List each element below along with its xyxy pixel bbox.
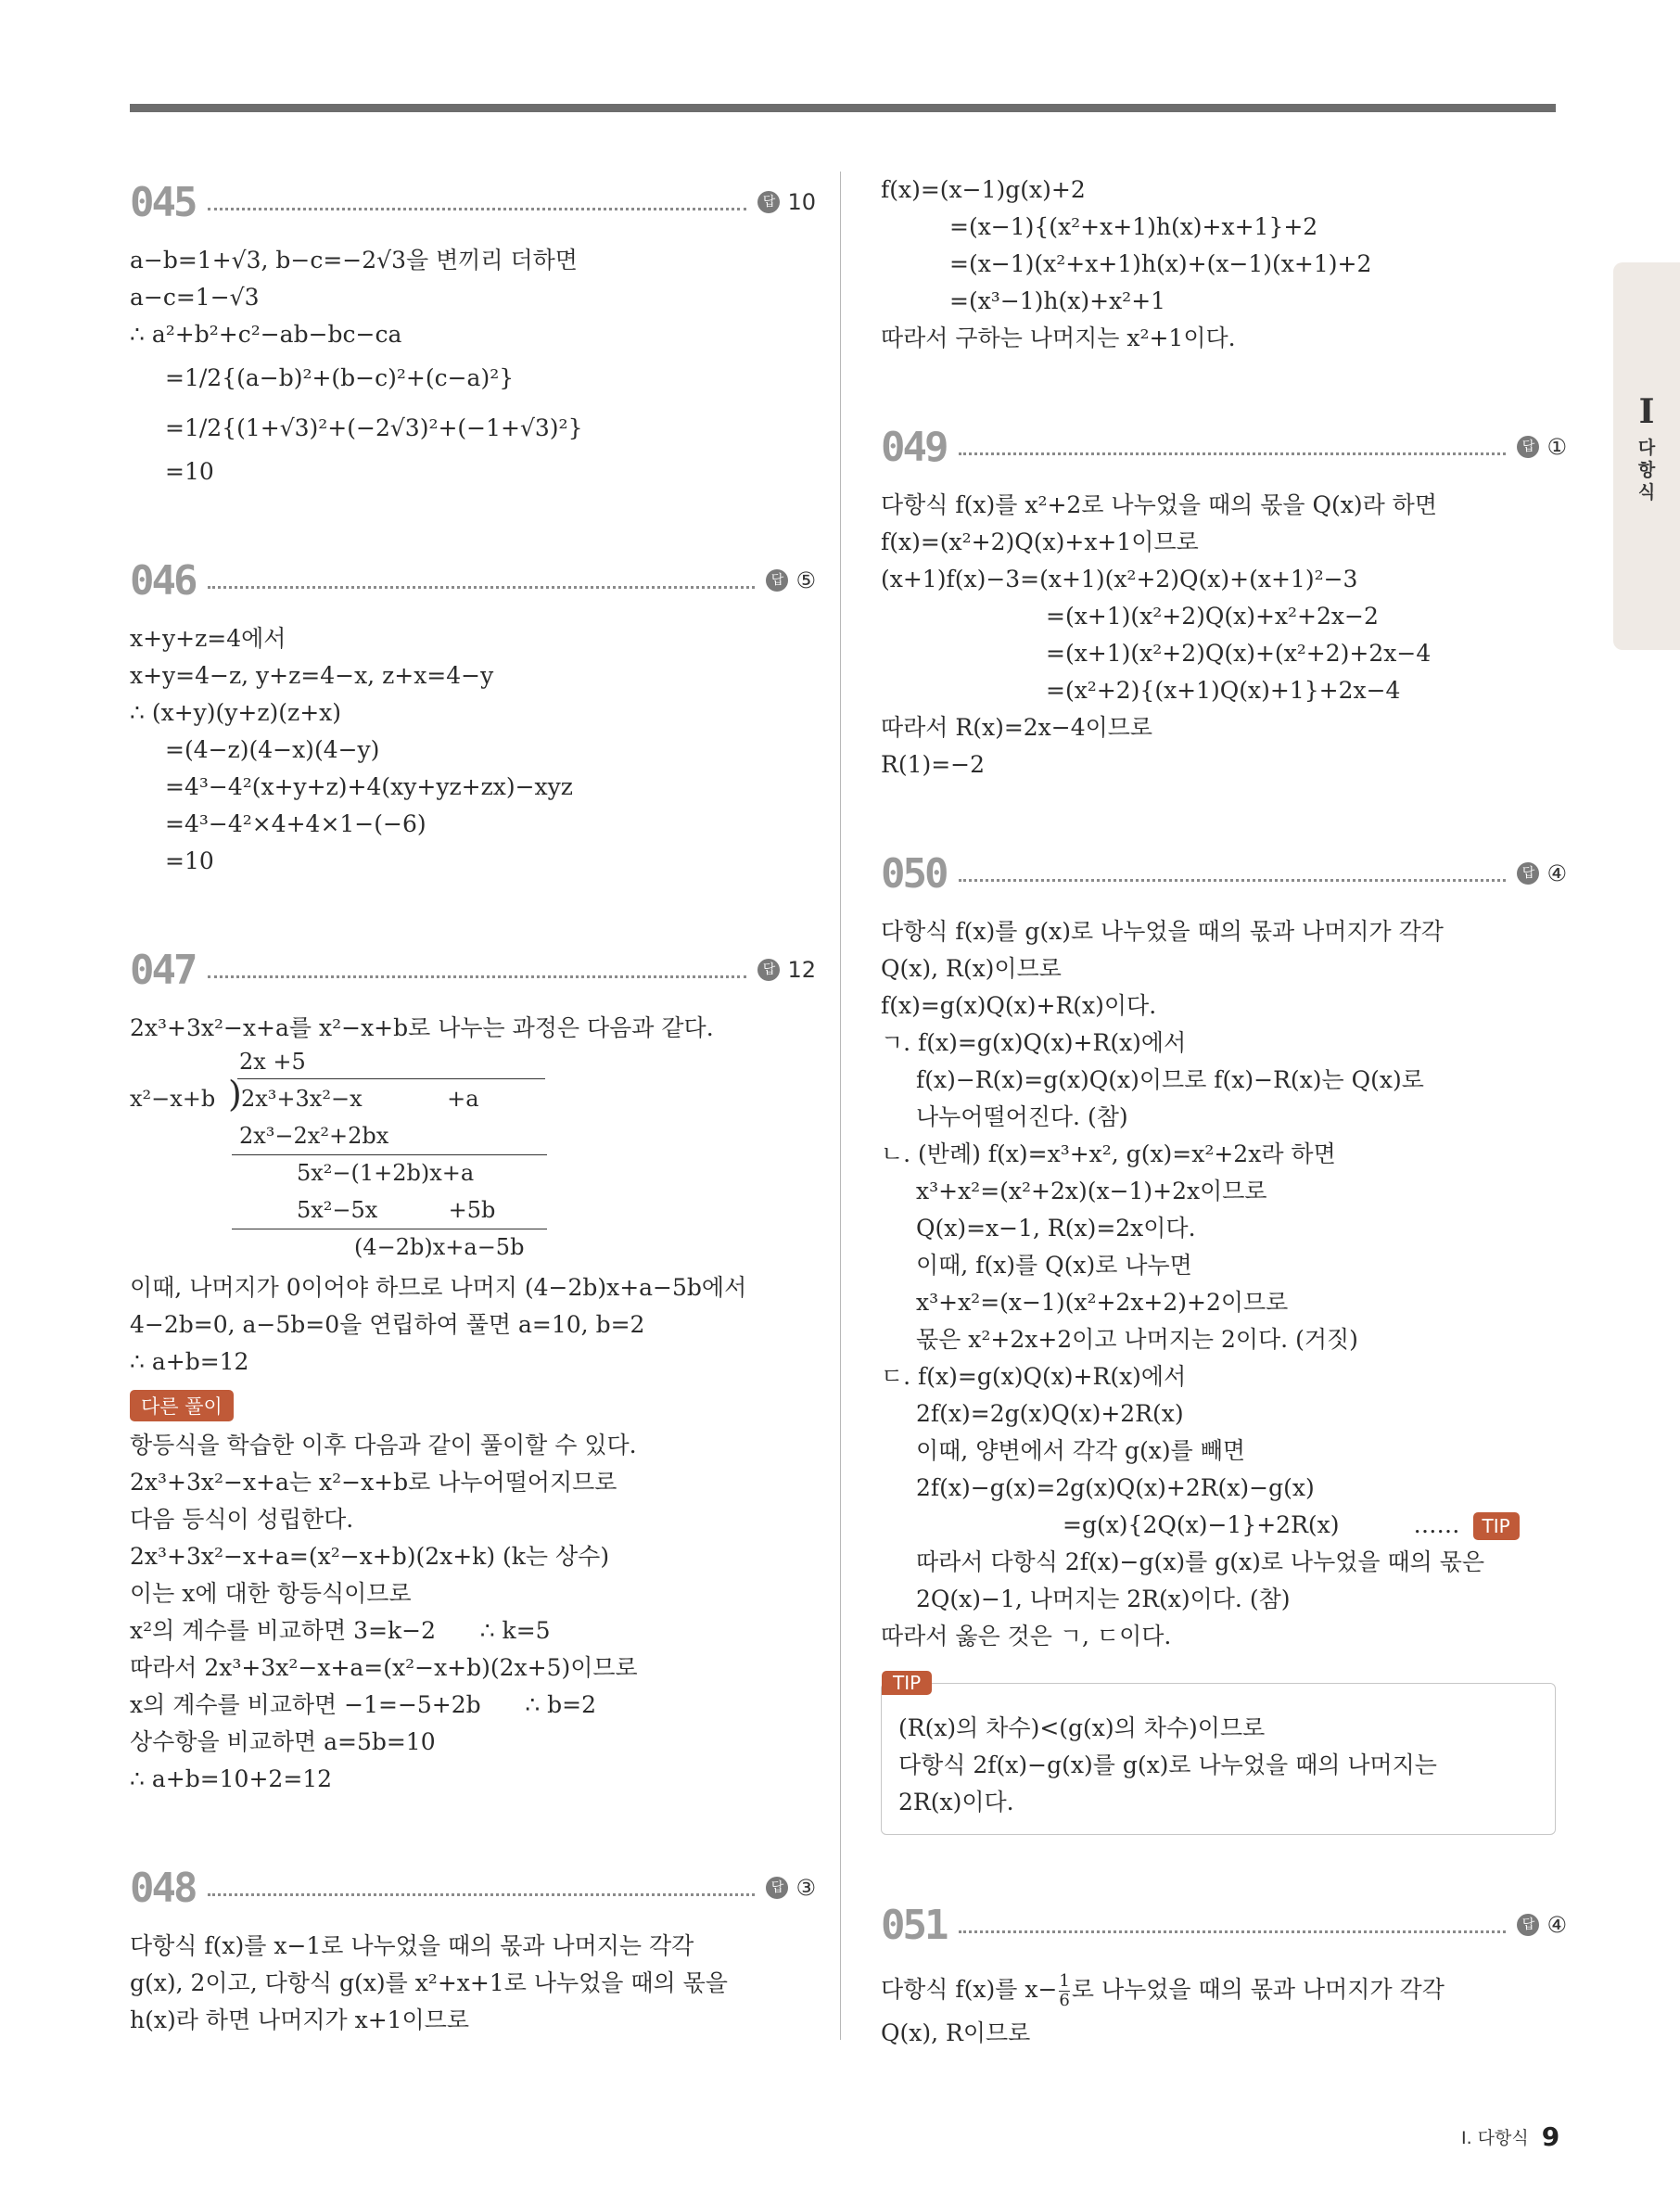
solution-line: 2Q(x)−1, 나머지는 2R(x)이다. (참) xyxy=(916,1586,1291,1612)
solution-line: ∴ a²+b²+c²−ab−bc−ca xyxy=(130,321,402,348)
answer-badge-icon: 답 xyxy=(757,191,780,213)
chapter-label xyxy=(1638,437,1655,503)
answer-badge-icon: 답 xyxy=(1517,436,1539,458)
answer-value: ④ xyxy=(1546,860,1567,886)
solution-line: =(x−1)(x²+x+1)h(x)+(x−1)(x+1)+2 xyxy=(949,250,1372,277)
solution-line: =(x²+2){(x+1)Q(x)+1}+2x−4 xyxy=(1046,677,1401,704)
problem-number: 050 xyxy=(881,849,947,898)
problem-number: 049 xyxy=(881,423,947,471)
answer-badge-icon: 답 xyxy=(757,959,780,981)
top-rule xyxy=(130,104,1556,112)
solution-line: 상수항을 비교하면 a=5b=10 xyxy=(130,1728,436,1755)
solution-line: x+y=4−z, y+z=4−x, z+x=4−y xyxy=(130,662,494,689)
division-dividend: 2x³+3x²−x +a xyxy=(241,1086,479,1112)
answer xyxy=(757,957,816,983)
tip-line: 2R(x)이다. xyxy=(898,1789,1014,1815)
tip-box xyxy=(881,1672,1556,1835)
solution-line: ∴ a+b=10+2=12 xyxy=(130,1765,333,1792)
spacer xyxy=(130,880,816,939)
solution-line: 다음 등식이 성립한다. xyxy=(130,1506,354,1533)
answer-value: ④ xyxy=(1546,1912,1567,1938)
solution-line: x²의 계수를 비교하면 3=k−2 ∴ k=5 xyxy=(130,1617,551,1644)
left-column xyxy=(130,172,816,2039)
solution-line: ∴ (x+y)(y+z)(z+x) xyxy=(130,699,342,726)
solution-line-text: =g(x){2Q(x)−1}+2R(x) xyxy=(1063,1511,1340,1538)
solution-line: f(x)=(x²+2)Q(x)+x+1이므로 xyxy=(881,529,1199,555)
division-divisor: x²−x+b xyxy=(130,1086,216,1112)
tip-line: (R(x)의 차수)<(g(x)의 차수)이므로 xyxy=(898,1714,1266,1741)
problem-number: 047 xyxy=(130,946,196,994)
answer-badge-icon: 답 xyxy=(1517,862,1539,885)
tip-dots: …… xyxy=(1413,1511,1460,1538)
problem-number: 046 xyxy=(130,556,196,605)
answer-badge-icon: 답 xyxy=(766,569,788,592)
answer-badge-icon: 답 xyxy=(766,1877,788,1899)
spacer xyxy=(881,783,1567,843)
problem-number: 048 xyxy=(130,1864,196,1912)
problem-046-header xyxy=(130,550,816,611)
solution-line: =4³−4²(x+y+z)+4(xy+yz+zx)−xyz xyxy=(165,773,573,800)
solution-line: 따라서 다항식 2f(x)−g(x)를 g(x)로 나누었을 때의 몫은 xyxy=(916,1548,1485,1575)
solution-line: ㄱ. f(x)=g(x)Q(x)+R(x)에서 xyxy=(881,1029,1187,1056)
division-remainder: 5x²−(1+2b)x+a xyxy=(297,1160,475,1186)
spacer xyxy=(130,1798,816,1857)
long-division xyxy=(130,1047,612,1269)
spacer xyxy=(130,490,816,550)
division-step: 5x²−5x +5b xyxy=(297,1197,496,1223)
solution-line: x³+x²=(x²+2x)(x−1)+2x이므로 xyxy=(916,1178,1267,1204)
problem-049-header xyxy=(881,416,1567,478)
fraction-denominator: 6 xyxy=(1059,1991,1070,2010)
page-footer xyxy=(1461,2121,1559,2152)
division-step: 2x³−2x²+2bx xyxy=(239,1123,389,1149)
right-column xyxy=(881,172,1567,2052)
solution-line: (x+1)f(x)−3=(x+1)(x²+2)Q(x)+(x+1)²−3 xyxy=(881,566,1358,592)
solution-line: 2x³+3x²−x+a는 x²−x+b로 나누어떨어지므로 xyxy=(130,1469,617,1496)
solution-line xyxy=(881,1965,1567,2015)
solution-line: ∴ a+b=12 xyxy=(130,1348,249,1375)
solution-line: 2f(x)=2g(x)Q(x)+2R(x) xyxy=(916,1400,1184,1427)
solution-line: =(4−z)(4−x)(4−y) xyxy=(165,736,380,763)
solution-line: =(x³−1)h(x)+x²+1 xyxy=(949,287,1166,314)
chapter-label-char: 다 xyxy=(1637,438,1656,458)
spacer xyxy=(881,357,1567,416)
page-number: 9 xyxy=(1541,2121,1560,2152)
division-rule xyxy=(232,1154,547,1155)
solution-line: Q(x), R(x)이므로 xyxy=(881,955,1062,982)
answer-value: ⑤ xyxy=(795,567,816,593)
solution-line: g(x), 2이고, 다항식 g(x)를 x²+x+1로 나누었을 때의 몫을 xyxy=(130,1969,728,1996)
solution-line: =1/2{(1+√3)²+(−2√3)²+(−1+√3)²} xyxy=(165,414,583,441)
problem-051-header xyxy=(881,1894,1567,1955)
solution-line: 따라서 2x³+3x²−x+a=(x²−x+b)(2x+5)이므로 xyxy=(130,1654,638,1681)
solution-line: f(x)=(x−1)g(x)+2 xyxy=(881,176,1086,203)
solution-line xyxy=(881,1507,1567,1544)
solution-line: 다항식 f(x)를 x²+2로 나누었을 때의 몫을 Q(x)라 하면 xyxy=(881,491,1437,518)
tip-line: 다항식 2f(x)−g(x)를 g(x)로 나누었을 때의 나머지는 xyxy=(898,1752,1437,1778)
spacer xyxy=(881,1835,1567,1894)
solution-line: =10 xyxy=(165,458,214,485)
tip-label: TIP xyxy=(882,1671,932,1695)
solution-line: ㄴ. (반례) f(x)=x³+x², g(x)=x²+2x라 하면 xyxy=(881,1140,1336,1167)
solution-line: f(x)=g(x)Q(x)+R(x)이다. xyxy=(881,992,1157,1019)
solution-line: 다항식 f(x)를 x−1로 나누었을 때의 몫과 나머지는 각각 xyxy=(130,1932,694,1959)
solution-line: ㄷ. f(x)=g(x)Q(x)+R(x)에서 xyxy=(881,1363,1187,1390)
solution-line: x³+x²=(x−1)(x²+2x+2)+2이므로 xyxy=(916,1289,1289,1316)
solution-line: 따라서 R(x)=2x−4이므로 xyxy=(881,714,1153,741)
problem-048-header xyxy=(130,1857,816,1918)
solution-line: =(x+1)(x²+2)Q(x)+x²+2x−2 xyxy=(1046,603,1379,630)
solution-line: =4³−4²×4+4×1−(−6) xyxy=(165,810,426,837)
tip-marker: TIP xyxy=(1473,1512,1520,1540)
dotted-leader xyxy=(959,439,1506,455)
problem-050-header xyxy=(881,843,1567,904)
solution-line: Q(x), R이므로 xyxy=(881,2019,1031,2046)
answer xyxy=(766,567,816,593)
dotted-leader xyxy=(208,962,746,978)
problem-number: 045 xyxy=(130,178,196,226)
solution-line: x+y+z=4에서 xyxy=(130,625,286,652)
solution-line: 이때, f(x)를 Q(x)로 나누면 xyxy=(916,1252,1192,1279)
solution-line: 따라서 구하는 나머지는 x²+1이다. xyxy=(881,325,1236,351)
answer-value: ① xyxy=(1546,434,1567,460)
solution-line: =10 xyxy=(165,847,214,874)
problem-047-header xyxy=(130,939,816,1000)
chapter-label-char: 항 xyxy=(1637,460,1656,480)
solution-line: 이는 x에 대한 항등식이므로 xyxy=(130,1580,412,1607)
answer xyxy=(1517,434,1567,460)
solution-line: f(x)−R(x)=g(x)Q(x)이므로 f(x)−R(x)는 Q(x)로 xyxy=(916,1066,1424,1093)
solution-line: 이때, 양변에서 각각 g(x)를 빼면 xyxy=(916,1437,1245,1464)
solution-line: 4−2b=0, a−5b=0을 연립하여 풀면 a=10, b=2 xyxy=(130,1311,645,1338)
solution-line: a−c=1−√3 xyxy=(130,284,260,311)
solution-line: x의 계수를 비교하면 −1=−5+2b ∴ b=2 xyxy=(130,1691,597,1718)
fraction-numerator: 1 xyxy=(1059,1971,1070,1991)
answer-value: ③ xyxy=(795,1875,816,1901)
solution-line: =(x−1){(x²+x+1)h(x)+x+1}+2 xyxy=(949,213,1318,240)
chapter-side-tab xyxy=(1613,262,1680,650)
solution-line: 2x³+3x²−x+a를 x²−x+b로 나누는 과정은 다음과 같다. xyxy=(130,1014,714,1041)
solution-line: =1/2{(a−b)²+(b−c)²+(c−a)²} xyxy=(165,364,515,391)
solution-line: a−b=1+√3, b−c=−2√3을 변끼리 더하면 xyxy=(130,247,578,274)
dotted-leader xyxy=(959,1917,1506,1933)
dotted-leader xyxy=(959,866,1506,882)
solution-line: 이때, 나머지가 0이어야 하므로 나머지 (4−2b)x+a−5b에서 xyxy=(130,1274,747,1301)
division-quotient: 2x +5 xyxy=(239,1049,306,1075)
solution-line: 2x³+3x²−x+a=(x²−x+b)(2x+k) (k는 상수) xyxy=(130,1543,610,1570)
problem-number: 051 xyxy=(881,1901,947,1949)
column-divider xyxy=(840,172,841,2040)
dotted-leader xyxy=(208,195,746,210)
solution-line: R(1)=−2 xyxy=(881,751,986,778)
dotted-leader xyxy=(208,1880,755,1896)
division-remainder: (4−2b)x+a−5b xyxy=(354,1234,525,1260)
answer-value: 10 xyxy=(787,189,816,215)
division-bracket: ) xyxy=(228,1074,242,1115)
solution-text: 로 나누었을 때의 몫과 나머지가 각각 xyxy=(1071,1976,1445,2003)
footer-chapter: I. 다항식 xyxy=(1461,2128,1529,2148)
solution-text: 다항식 f(x)를 x− xyxy=(881,1976,1058,2003)
answer xyxy=(757,189,816,215)
chapter-roman-numeral: I xyxy=(1638,392,1655,431)
solution-line: 항등식을 학습한 이후 다음과 같이 풀이할 수 있다. xyxy=(130,1432,637,1459)
solution-line: h(x)라 하면 나머지가 x+1이므로 xyxy=(130,2006,470,2033)
solution-line: 2f(x)−g(x)=2g(x)Q(x)+2R(x)−g(x) xyxy=(916,1474,1315,1501)
solution-line: 몫은 x²+2x+2이고 나머지는 2이다. (거짓) xyxy=(916,1326,1358,1353)
dotted-leader xyxy=(208,573,755,589)
answer-badge-icon: 답 xyxy=(1517,1914,1539,1936)
solution-line: 나누어떨어진다. (참) xyxy=(916,1103,1128,1130)
solution-line: 다항식 f(x)를 g(x)로 나누었을 때의 몫과 나머지가 각각 xyxy=(881,918,1444,945)
solution-line: 따라서 옳은 것은 ㄱ, ㄷ이다. xyxy=(881,1623,1172,1650)
problem-045-header xyxy=(130,172,816,233)
alt-solution-badge: 다른 풀이 xyxy=(130,1390,234,1421)
answer xyxy=(766,1875,816,1901)
answer-value: 12 xyxy=(787,957,816,983)
solution-line: Q(x)=x−1, R(x)=2x이다. xyxy=(916,1215,1196,1242)
fraction xyxy=(1059,1972,1069,2010)
division-bar xyxy=(237,1078,545,1079)
answer xyxy=(1517,860,1567,886)
answer xyxy=(1517,1912,1567,1938)
solution-line: =(x+1)(x²+2)Q(x)+(x²+2)+2x−4 xyxy=(1046,640,1432,667)
chapter-label-char: 식 xyxy=(1637,482,1656,503)
